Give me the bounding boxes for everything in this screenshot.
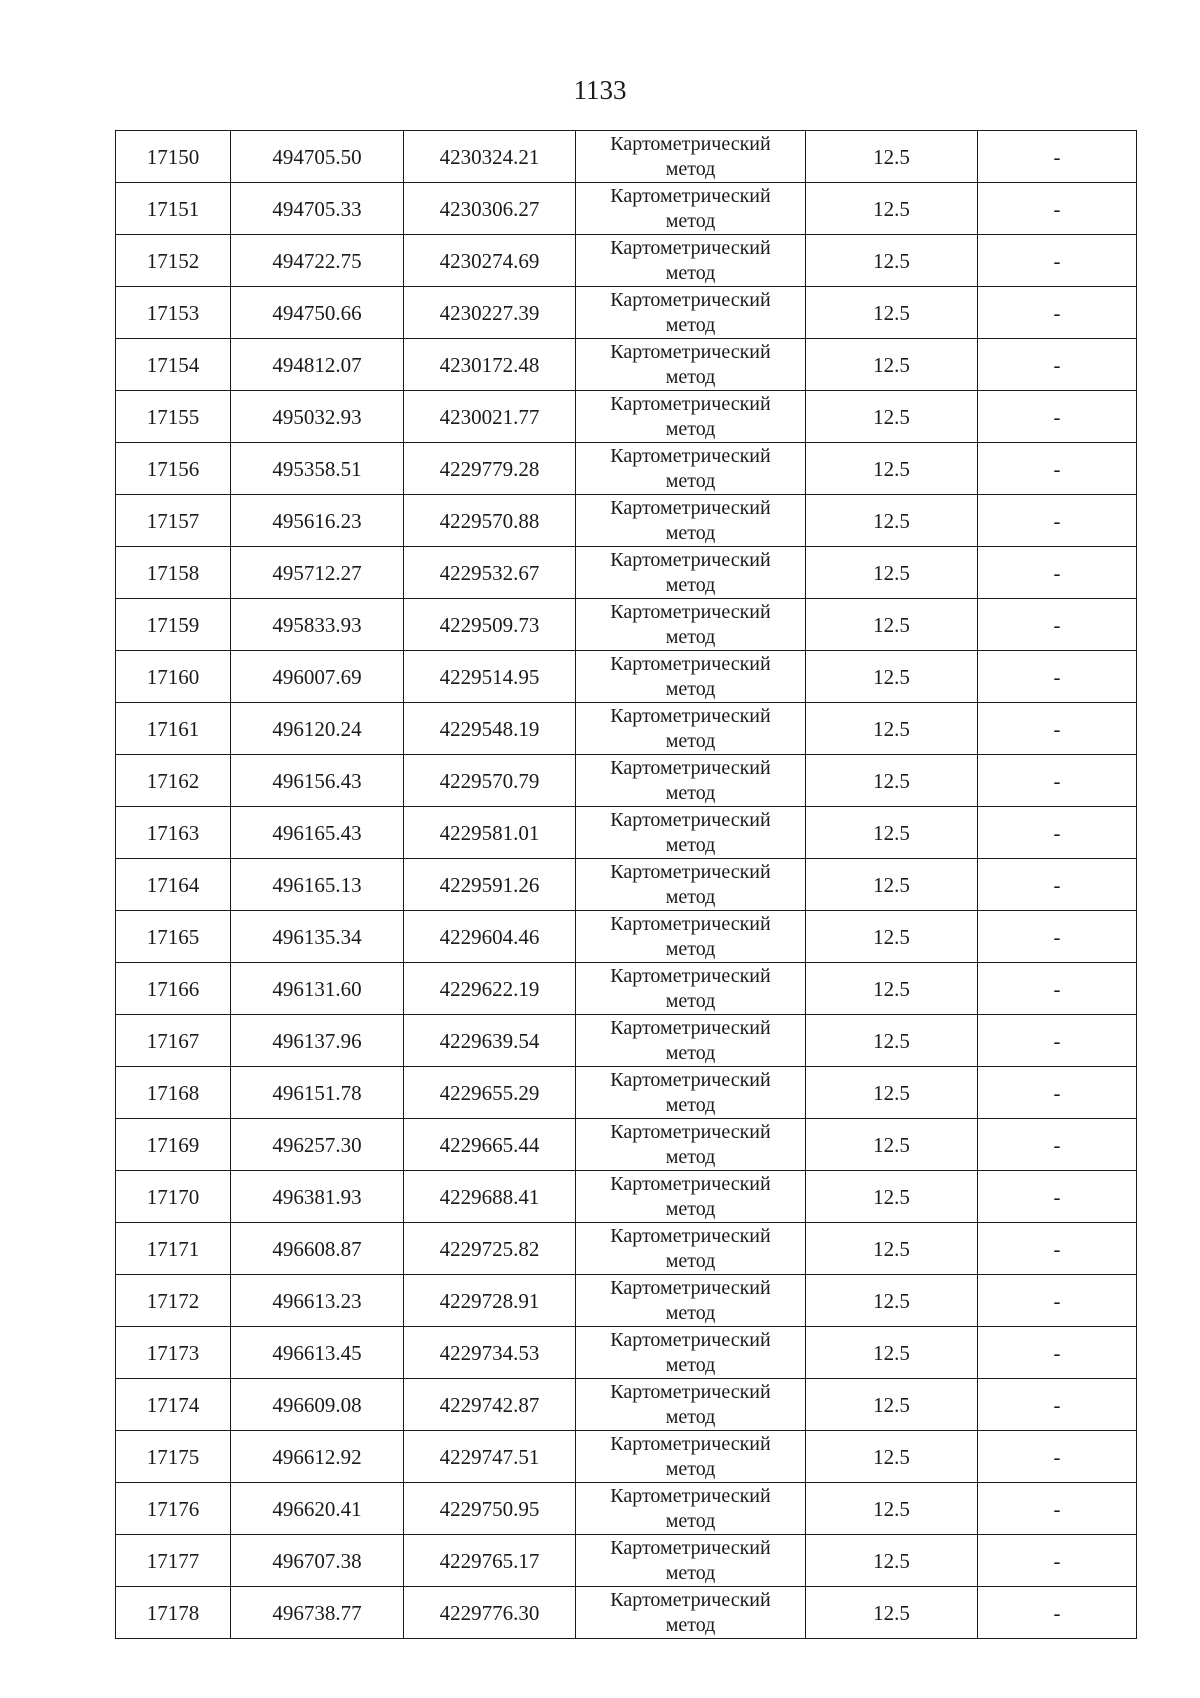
x-coordinate-cell: 496156.43 — [231, 755, 404, 807]
method-cell — [576, 1119, 806, 1171]
method-cell — [576, 807, 806, 859]
method-line-1: Картометрический — [610, 236, 771, 259]
method-line-2: метод — [665, 1509, 716, 1532]
x-coordinate-cell: 495616.23 — [231, 495, 404, 547]
y-coordinate-cell: 4229570.79 — [404, 755, 576, 807]
note-cell: - — [978, 1327, 1137, 1379]
method-cell — [576, 235, 806, 287]
table-row — [116, 183, 1137, 235]
table-row — [116, 339, 1137, 391]
precision-cell: 12.5 — [806, 1275, 978, 1327]
precision-cell: 12.5 — [806, 755, 978, 807]
point-number-cell: 17154 — [116, 339, 231, 391]
x-coordinate-cell: 495833.93 — [231, 599, 404, 651]
note-cell: - — [978, 1483, 1137, 1535]
precision-cell: 12.5 — [806, 131, 978, 183]
method-cell — [576, 1379, 806, 1431]
coordinates-table — [115, 130, 1137, 1639]
method-line-1: Картометрический — [610, 1068, 771, 1091]
point-number-cell: 17160 — [116, 651, 231, 703]
method-line-2: метод — [665, 1197, 716, 1220]
point-number-cell: 17166 — [116, 963, 231, 1015]
x-coordinate-cell: 496165.13 — [231, 859, 404, 911]
precision-cell: 12.5 — [806, 443, 978, 495]
method-line-1: Картометрический — [610, 1120, 771, 1143]
y-coordinate-cell: 4230324.21 — [404, 131, 576, 183]
precision-cell: 12.5 — [806, 1379, 978, 1431]
x-coordinate-cell: 496165.43 — [231, 807, 404, 859]
x-coordinate-cell: 494750.66 — [231, 287, 404, 339]
coordinates-table-body — [116, 131, 1137, 1639]
x-coordinate-cell: 496620.41 — [231, 1483, 404, 1535]
method-cell — [576, 1223, 806, 1275]
table-row — [116, 131, 1137, 183]
precision-cell: 12.5 — [806, 651, 978, 703]
method-cell — [576, 703, 806, 755]
table-row — [116, 1379, 1137, 1431]
precision-cell: 12.5 — [806, 1535, 978, 1587]
point-number-cell: 17163 — [116, 807, 231, 859]
method-line-1: Картометрический — [610, 1432, 771, 1455]
note-cell: - — [978, 963, 1137, 1015]
y-coordinate-cell: 4229776.30 — [404, 1587, 576, 1639]
precision-cell: 12.5 — [806, 599, 978, 651]
note-cell: - — [978, 1223, 1137, 1275]
method-cell — [576, 963, 806, 1015]
x-coordinate-cell: 496613.23 — [231, 1275, 404, 1327]
note-cell: - — [978, 1119, 1137, 1171]
method-cell — [576, 859, 806, 911]
y-coordinate-cell: 4229548.19 — [404, 703, 576, 755]
method-cell — [576, 755, 806, 807]
method-line-1: Картометрический — [610, 1484, 771, 1507]
table-row — [116, 1327, 1137, 1379]
note-cell: - — [978, 547, 1137, 599]
method-line-2: метод — [665, 677, 716, 700]
y-coordinate-cell: 4229728.91 — [404, 1275, 576, 1327]
table-row — [116, 547, 1137, 599]
method-cell — [576, 911, 806, 963]
method-cell — [576, 1483, 806, 1535]
method-line-1: Картометрический — [610, 964, 771, 987]
note-cell: - — [978, 339, 1137, 391]
method-line-1: Картометрический — [610, 392, 771, 415]
method-cell — [576, 131, 806, 183]
method-line-2: метод — [665, 885, 716, 908]
x-coordinate-cell: 494722.75 — [231, 235, 404, 287]
precision-cell: 12.5 — [806, 859, 978, 911]
note-cell: - — [978, 755, 1137, 807]
table-row — [116, 859, 1137, 911]
precision-cell: 12.5 — [806, 703, 978, 755]
y-coordinate-cell: 4229734.53 — [404, 1327, 576, 1379]
y-coordinate-cell: 4230306.27 — [404, 183, 576, 235]
method-line-2: метод — [665, 729, 716, 752]
point-number-cell: 17159 — [116, 599, 231, 651]
method-line-1: Картометрический — [610, 1172, 771, 1195]
precision-cell: 12.5 — [806, 963, 978, 1015]
method-line-1: Картометрический — [610, 132, 771, 155]
y-coordinate-cell: 4229509.73 — [404, 599, 576, 651]
precision-cell: 12.5 — [806, 807, 978, 859]
point-number-cell: 17155 — [116, 391, 231, 443]
x-coordinate-cell: 496613.45 — [231, 1327, 404, 1379]
method-line-1: Картометрический — [610, 704, 771, 727]
method-line-2: метод — [665, 1041, 716, 1064]
method-cell — [576, 1327, 806, 1379]
method-cell — [576, 547, 806, 599]
note-cell: - — [978, 183, 1137, 235]
method-line-1: Картометрический — [610, 600, 771, 623]
method-line-2: метод — [665, 1093, 716, 1116]
y-coordinate-cell: 4229604.46 — [404, 911, 576, 963]
precision-cell: 12.5 — [806, 1015, 978, 1067]
table-row — [116, 287, 1137, 339]
method-line-1: Картометрический — [610, 652, 771, 675]
method-line-1: Картометрический — [610, 1380, 771, 1403]
point-number-cell: 17173 — [116, 1327, 231, 1379]
x-coordinate-cell: 496612.92 — [231, 1431, 404, 1483]
note-cell: - — [978, 1535, 1137, 1587]
method-line-2: метод — [665, 937, 716, 960]
point-number-cell: 17170 — [116, 1171, 231, 1223]
y-coordinate-cell: 4229570.88 — [404, 495, 576, 547]
y-coordinate-cell: 4230021.77 — [404, 391, 576, 443]
x-coordinate-cell: 494812.07 — [231, 339, 404, 391]
point-number-cell: 17171 — [116, 1223, 231, 1275]
point-number-cell: 17150 — [116, 131, 231, 183]
note-cell: - — [978, 599, 1137, 651]
point-number-cell: 17175 — [116, 1431, 231, 1483]
precision-cell: 12.5 — [806, 1119, 978, 1171]
y-coordinate-cell: 4229655.29 — [404, 1067, 576, 1119]
method-line-2: метод — [665, 261, 716, 284]
x-coordinate-cell: 496257.30 — [231, 1119, 404, 1171]
method-cell — [576, 599, 806, 651]
x-coordinate-cell: 495032.93 — [231, 391, 404, 443]
method-line-1: Картометрический — [610, 1224, 771, 1247]
note-cell: - — [978, 911, 1137, 963]
method-cell — [576, 339, 806, 391]
x-coordinate-cell: 496007.69 — [231, 651, 404, 703]
precision-cell: 12.5 — [806, 547, 978, 599]
precision-cell: 12.5 — [806, 1067, 978, 1119]
y-coordinate-cell: 4229779.28 — [404, 443, 576, 495]
note-cell: - — [978, 1431, 1137, 1483]
y-coordinate-cell: 4229514.95 — [404, 651, 576, 703]
point-number-cell: 17164 — [116, 859, 231, 911]
table-row — [116, 1067, 1137, 1119]
method-line-2: метод — [665, 209, 716, 232]
point-number-cell: 17153 — [116, 287, 231, 339]
method-line-2: метод — [665, 1457, 716, 1480]
table-row — [116, 1483, 1137, 1535]
x-coordinate-cell: 496738.77 — [231, 1587, 404, 1639]
method-cell — [576, 1015, 806, 1067]
y-coordinate-cell: 4229742.87 — [404, 1379, 576, 1431]
table-row — [116, 391, 1137, 443]
table-row — [116, 703, 1137, 755]
precision-cell: 12.5 — [806, 1587, 978, 1639]
y-coordinate-cell: 4229639.54 — [404, 1015, 576, 1067]
table-row — [116, 1587, 1137, 1639]
note-cell: - — [978, 443, 1137, 495]
table-row — [116, 495, 1137, 547]
note-cell: - — [978, 391, 1137, 443]
method-line-1: Картометрический — [610, 808, 771, 831]
method-line-1: Картометрический — [610, 340, 771, 363]
method-cell — [576, 495, 806, 547]
x-coordinate-cell: 496608.87 — [231, 1223, 404, 1275]
y-coordinate-cell: 4229688.41 — [404, 1171, 576, 1223]
precision-cell: 12.5 — [806, 287, 978, 339]
point-number-cell: 17172 — [116, 1275, 231, 1327]
y-coordinate-cell: 4229747.51 — [404, 1431, 576, 1483]
method-line-2: метод — [665, 469, 716, 492]
table-row — [116, 651, 1137, 703]
note-cell: - — [978, 1587, 1137, 1639]
x-coordinate-cell: 496120.24 — [231, 703, 404, 755]
table-row — [116, 1015, 1137, 1067]
table-row — [116, 1223, 1137, 1275]
point-number-cell: 17178 — [116, 1587, 231, 1639]
x-coordinate-cell: 494705.50 — [231, 131, 404, 183]
x-coordinate-cell: 496609.08 — [231, 1379, 404, 1431]
method-line-1: Картометрический — [610, 1588, 771, 1611]
method-line-1: Картометрический — [610, 860, 771, 883]
table-row — [116, 1171, 1137, 1223]
note-cell: - — [978, 1015, 1137, 1067]
y-coordinate-cell: 4230227.39 — [404, 287, 576, 339]
method-line-2: метод — [665, 989, 716, 1012]
y-coordinate-cell: 4229725.82 — [404, 1223, 576, 1275]
precision-cell: 12.5 — [806, 1483, 978, 1535]
table-row — [116, 1275, 1137, 1327]
method-line-1: Картометрический — [610, 496, 771, 519]
method-cell — [576, 1275, 806, 1327]
table-row — [116, 1431, 1137, 1483]
x-coordinate-cell: 494705.33 — [231, 183, 404, 235]
note-cell: - — [978, 1067, 1137, 1119]
method-line-1: Картометрический — [610, 548, 771, 571]
method-line-2: метод — [665, 157, 716, 180]
y-coordinate-cell: 4229622.19 — [404, 963, 576, 1015]
y-coordinate-cell: 4229765.17 — [404, 1535, 576, 1587]
method-cell — [576, 1535, 806, 1587]
table-row — [116, 807, 1137, 859]
method-line-1: Картометрический — [610, 184, 771, 207]
method-line-2: метод — [665, 573, 716, 596]
y-coordinate-cell: 4229665.44 — [404, 1119, 576, 1171]
table-row — [116, 1535, 1137, 1587]
precision-cell: 12.5 — [806, 183, 978, 235]
point-number-cell: 17177 — [116, 1535, 231, 1587]
page-number: 1133 — [573, 75, 627, 105]
method-line-2: метод — [665, 417, 716, 440]
note-cell: - — [978, 287, 1137, 339]
y-coordinate-cell: 4229750.95 — [404, 1483, 576, 1535]
x-coordinate-cell: 496151.78 — [231, 1067, 404, 1119]
precision-cell: 12.5 — [806, 495, 978, 547]
method-line-2: метод — [665, 521, 716, 544]
method-cell — [576, 391, 806, 443]
y-coordinate-cell: 4229581.01 — [404, 807, 576, 859]
y-coordinate-cell: 4230172.48 — [404, 339, 576, 391]
y-coordinate-cell: 4229591.26 — [404, 859, 576, 911]
method-line-1: Картометрический — [610, 756, 771, 779]
precision-cell: 12.5 — [806, 1431, 978, 1483]
table-row — [116, 911, 1137, 963]
method-cell — [576, 443, 806, 495]
table-row — [116, 235, 1137, 287]
method-line-2: метод — [665, 625, 716, 648]
precision-cell: 12.5 — [806, 911, 978, 963]
precision-cell: 12.5 — [806, 1171, 978, 1223]
method-cell — [576, 1431, 806, 1483]
method-line-2: метод — [665, 1301, 716, 1324]
point-number-cell: 17157 — [116, 495, 231, 547]
method-line-2: метод — [665, 781, 716, 804]
method-line-2: метод — [665, 1353, 716, 1376]
point-number-cell: 17169 — [116, 1119, 231, 1171]
method-line-2: метод — [665, 1145, 716, 1168]
x-coordinate-cell: 496381.93 — [231, 1171, 404, 1223]
method-cell — [576, 287, 806, 339]
method-line-1: Картометрический — [610, 1276, 771, 1299]
note-cell: - — [978, 131, 1137, 183]
method-line-2: метод — [665, 313, 716, 336]
note-cell: - — [978, 859, 1137, 911]
y-coordinate-cell: 4229532.67 — [404, 547, 576, 599]
x-coordinate-cell: 496137.96 — [231, 1015, 404, 1067]
point-number-cell: 17167 — [116, 1015, 231, 1067]
method-line-2: метод — [665, 1613, 716, 1636]
table-row — [116, 599, 1137, 651]
point-number-cell: 17168 — [116, 1067, 231, 1119]
x-coordinate-cell: 496707.38 — [231, 1535, 404, 1587]
point-number-cell: 17156 — [116, 443, 231, 495]
x-coordinate-cell: 495712.27 — [231, 547, 404, 599]
point-number-cell: 17161 — [116, 703, 231, 755]
method-line-2: метод — [665, 1405, 716, 1428]
method-cell — [576, 1067, 806, 1119]
note-cell: - — [978, 235, 1137, 287]
x-coordinate-cell: 496135.34 — [231, 911, 404, 963]
point-number-cell: 17151 — [116, 183, 231, 235]
precision-cell: 12.5 — [806, 235, 978, 287]
y-coordinate-cell: 4230274.69 — [404, 235, 576, 287]
method-line-2: метод — [665, 1249, 716, 1272]
precision-cell: 12.5 — [806, 1223, 978, 1275]
precision-cell: 12.5 — [806, 339, 978, 391]
note-cell: - — [978, 703, 1137, 755]
note-cell: - — [978, 1379, 1137, 1431]
method-line-1: Картометрический — [610, 1536, 771, 1559]
method-line-2: метод — [665, 365, 716, 388]
point-number-cell: 17176 — [116, 1483, 231, 1535]
table-row — [116, 1119, 1137, 1171]
table-row — [116, 963, 1137, 1015]
precision-cell: 12.5 — [806, 391, 978, 443]
point-number-cell: 17162 — [116, 755, 231, 807]
point-number-cell: 17158 — [116, 547, 231, 599]
note-cell: - — [978, 807, 1137, 859]
note-cell: - — [978, 495, 1137, 547]
method-line-1: Картометрический — [610, 444, 771, 467]
table-row — [116, 443, 1137, 495]
method-cell — [576, 183, 806, 235]
precision-cell: 12.5 — [806, 1327, 978, 1379]
note-cell: - — [978, 1171, 1137, 1223]
table-row — [116, 755, 1137, 807]
method-line-1: Картометрический — [610, 1328, 771, 1351]
method-line-1: Картометрический — [610, 912, 771, 935]
method-line-2: метод — [665, 833, 716, 856]
method-cell — [576, 651, 806, 703]
point-number-cell: 17165 — [116, 911, 231, 963]
method-cell — [576, 1171, 806, 1223]
x-coordinate-cell: 496131.60 — [231, 963, 404, 1015]
method-line-1: Картометрический — [610, 288, 771, 311]
point-number-cell: 17174 — [116, 1379, 231, 1431]
note-cell: - — [978, 651, 1137, 703]
method-line-1: Картометрический — [610, 1016, 771, 1039]
method-cell — [576, 1587, 806, 1639]
method-line-2: метод — [665, 1561, 716, 1584]
note-cell: - — [978, 1275, 1137, 1327]
point-number-cell: 17152 — [116, 235, 231, 287]
x-coordinate-cell: 495358.51 — [231, 443, 404, 495]
